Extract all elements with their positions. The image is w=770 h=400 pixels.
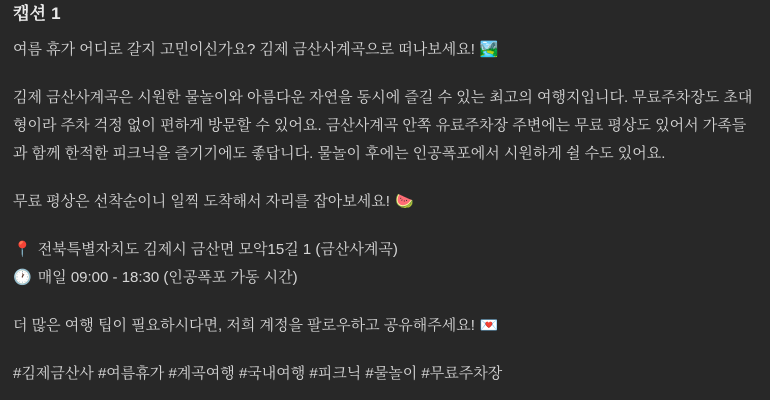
tip-line [13,188,757,216]
hashtag: #여름휴가 [97,365,165,382]
intro-line [13,36,757,64]
hashtag: #김제금산사 [13,365,94,382]
hours-text: 매일 09:00 - 18:30 (인공폭포 가동 시간) [37,269,298,286]
hashtag: #무료주차장 [421,365,503,382]
location-text: 전북특별자치도 김제시 금산면 모악15길 1 (금산사계곡) [37,241,398,258]
follow-text: 더 많은 여행 팁이 필요하시다면, 저희 계정을 팔로우하고 공유해주세요! [13,317,475,334]
location-line [13,236,757,264]
hashtag: #피크닉 [309,365,362,382]
tip-text: 무료 평상은 선착순이니 일찍 도착해서 자리를 잡아보세요! [13,193,390,210]
hashtag: #국내여행 [238,365,306,382]
hashtag: #물놀이 [365,365,418,382]
watermelon-emoji: 🍉 [394,193,414,210]
pin-emoji: 📍 [13,241,32,258]
intro-text: 여름 휴가 어디로 갈지 고민이신가요? 김제 금산사계곡으로 떠나보세요! [13,41,475,58]
hashtag-list [13,360,757,388]
follow-line [13,312,757,340]
info-block [13,236,757,292]
hours-line [13,264,757,292]
love-letter-emoji: 💌 [479,317,499,334]
national-park-emoji: 🏞️ [479,41,499,58]
hashtag: #계곡여행 [168,365,235,382]
body-paragraph: 김제 금산사계곡은 시원한 물놀이와 아름다운 자연을 동시에 즐길 수 있는 최고의 여행지입니다. 무료주차장도 초대형이라 주차 걱정 없이 편하게 방문할 수 있어요. 금산사계곡 안쪽 유료주차장 주변에는 무료 평상도 있어서 가족들과 함께 한적한 피크닉을 즐기기에도 좋답니다. 물놀이 후에는 인공폭포에서 시원하게 쉴 수도 있어요. [13,89,753,162]
caption-title: 캡션 1 [13,4,61,23]
clock-emoji: 🕐 [13,269,32,286]
